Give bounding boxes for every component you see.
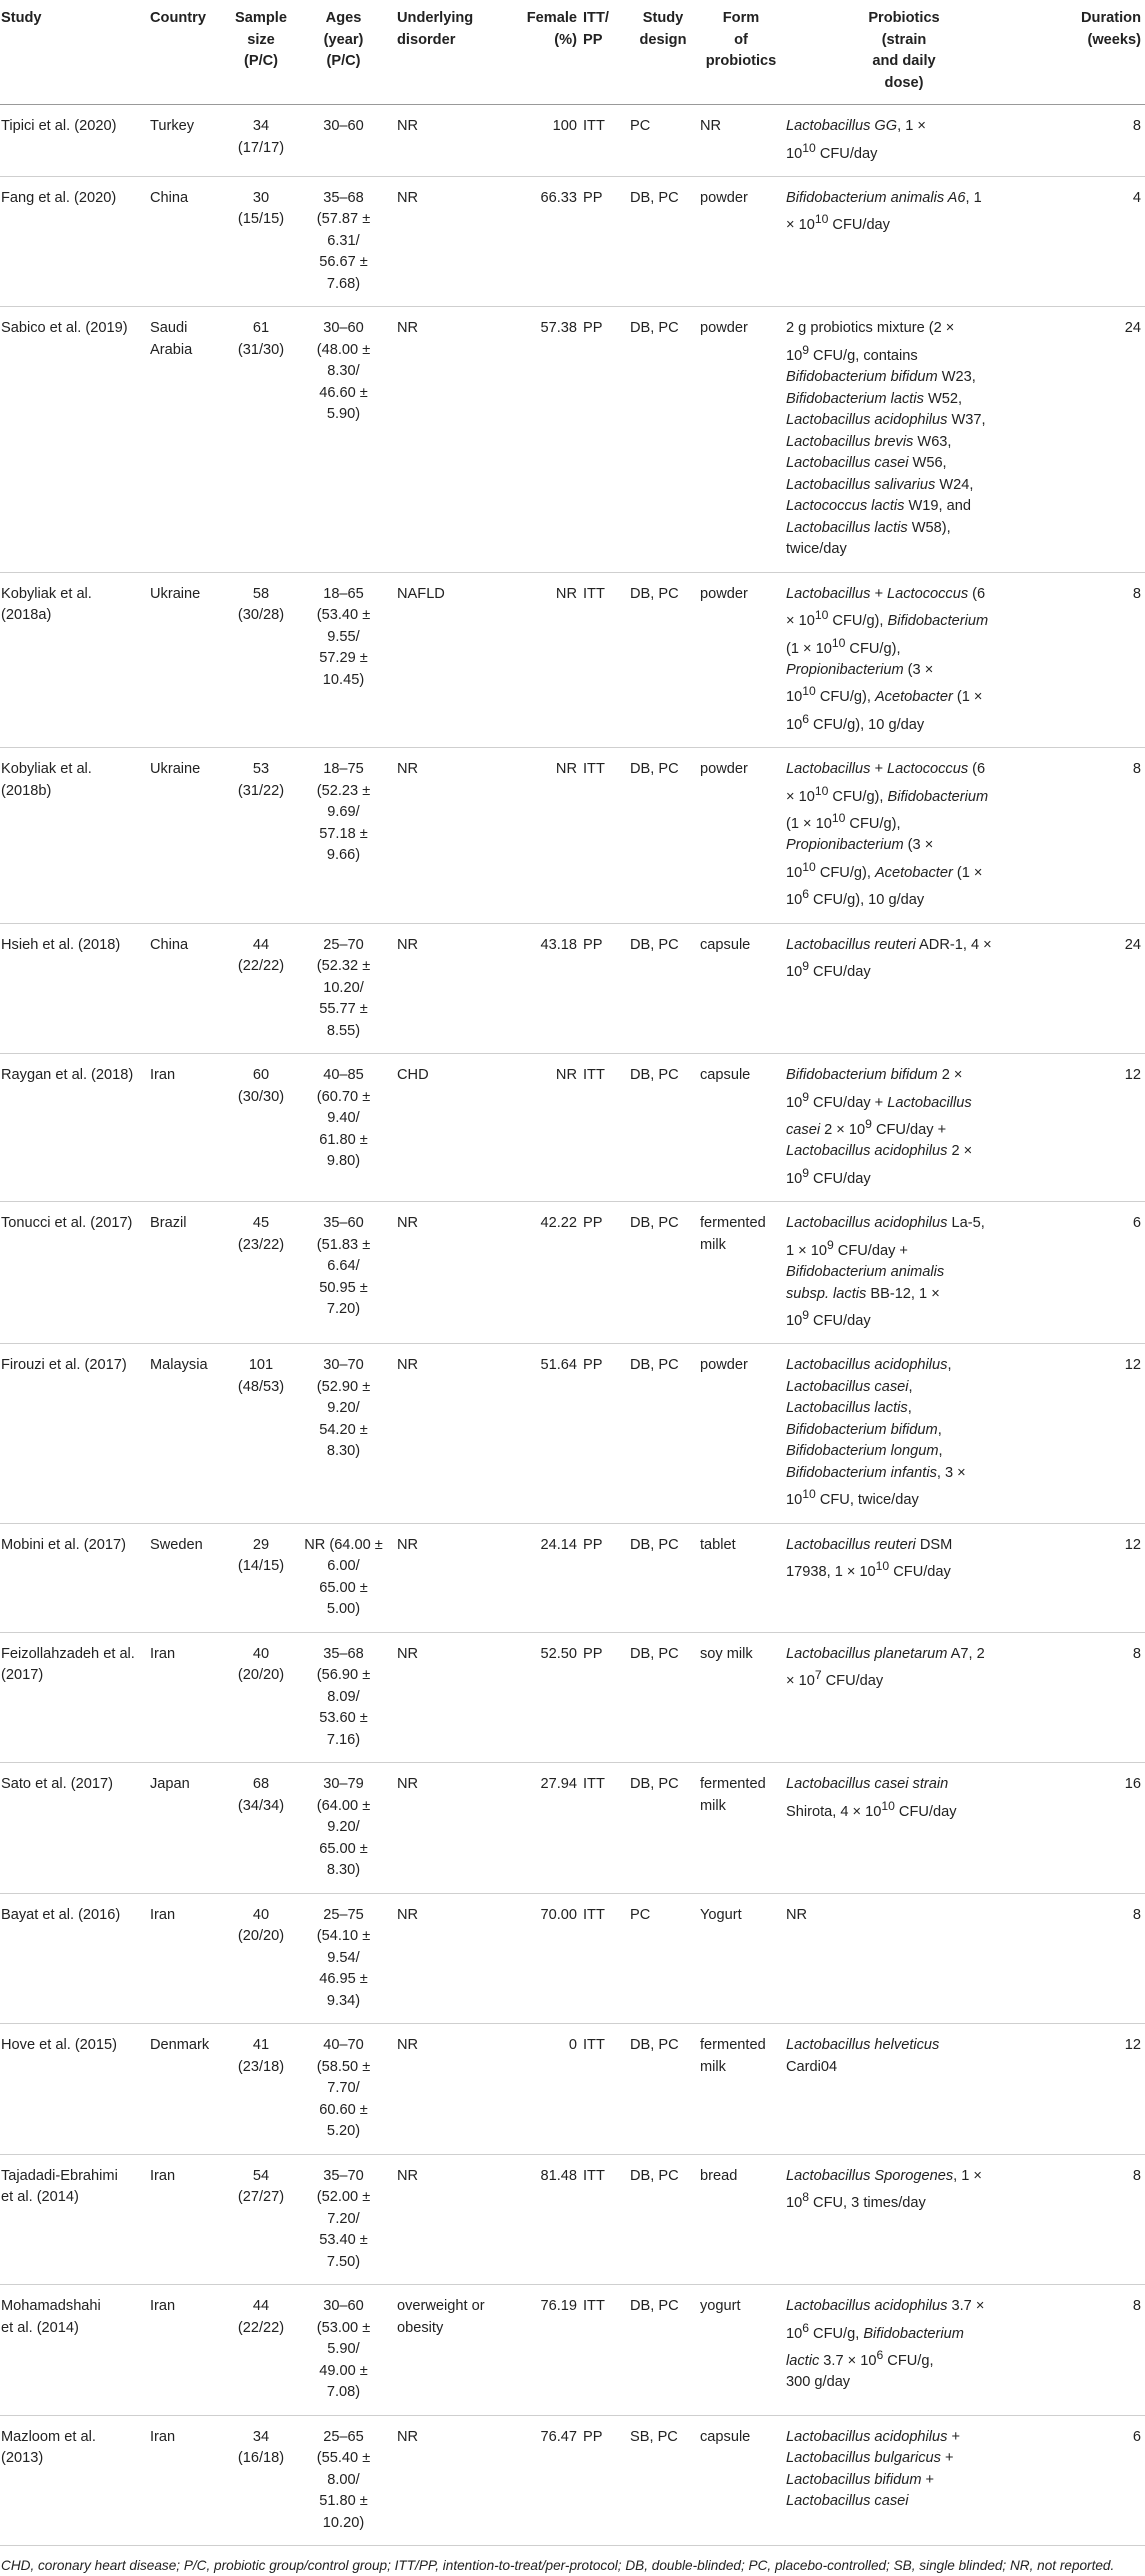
cell-study: Tajadadi-Ebrahimi et al. (2014) (0, 2154, 148, 2285)
cell-duration: 12 (1024, 1344, 1145, 1523)
cell-female: 27.94 (503, 1763, 581, 1894)
cell-study-design: DB, PC (628, 1344, 698, 1523)
cell-ages: 40–85 (60.70 ± 9.40/ 61.80 ± 9.80) (292, 1054, 395, 1202)
cell-study-design: PC (628, 1893, 698, 2024)
table-row (0, 1523, 1145, 1632)
header-probiotics: Probiotics (strain and daily dose) (784, 0, 1024, 105)
cell-sample-size: 41 (23/18) (230, 2024, 292, 2155)
table-row (0, 1763, 1145, 1894)
cell-ages: 18–75 (52.23 ± 9.69/ 57.18 ± 9.66) (292, 748, 395, 923)
cell-ages: NR (64.00 ± 6.00/ 65.00 ± 5.00) (292, 1523, 395, 1632)
cell-probiotics: Lactobacillus acidophilus La-5, $1 \times 10^9$ CFU/day + Bifidobacterium animalis subsp. lactis BB-12, 1 × $10^9$ CFU/day (784, 1202, 1024, 1344)
cell-ages: 40–70 (58.50 ± 7.70/ 60.60 ± 5.20) (292, 2024, 395, 2155)
cell-sample-size: 34 (17/17) (230, 105, 292, 177)
cell-duration: 8 (1024, 1632, 1145, 1763)
cell-female: 42.22 (503, 1202, 581, 1344)
cell-country: Turkey (148, 105, 230, 177)
cell-duration: 24 (1024, 307, 1145, 572)
cell-underlying-disorder: NR (395, 1763, 503, 1894)
cell-country: China (148, 923, 230, 1054)
cell-sample-size: 61 (31/30) (230, 307, 292, 572)
cell-sample-size: 40 (20/20) (230, 1632, 292, 1763)
cell-form: capsule (698, 2415, 784, 2546)
cell-form: fermented milk (698, 1202, 784, 1344)
table-footnote: CHD, coronary heart disease; P/C, probiotic group/control group; ITT/PP, intention-to-treat/per-protocol; DB, double-blinded; PC, placebo-controlled; SB, single blinded; NR, not reported. (1, 2558, 1115, 2574)
cell-study-design: DB, PC (628, 1523, 698, 1632)
cell-study: Raygan et al. (2018) (0, 1054, 148, 1202)
cell-country: Saudi Arabia (148, 307, 230, 572)
cell-itt-pp: ITT (581, 2285, 628, 2416)
cell-underlying-disorder: NR (395, 1523, 503, 1632)
cell-study-design: DB, PC (628, 1054, 698, 1202)
cell-study: Fang et al. (2020) (0, 176, 148, 307)
cell-study: Firouzi et al. (2017) (0, 1344, 148, 1523)
header-study: Study (0, 0, 148, 105)
header-row (0, 0, 1145, 105)
table-row (0, 2024, 1145, 2155)
header-itt-pp: ITT/ PP (581, 0, 628, 105)
table-row (0, 748, 1145, 923)
cell-country: Brazil (148, 1202, 230, 1344)
cell-ages: 30–60 (48.00 ± 8.30/ 46.60 ± 5.90) (292, 307, 395, 572)
cell-ages: 25–75 (54.10 ± 9.54/ 46.95 ± 9.34) (292, 1893, 395, 2024)
cell-sample-size: 44 (22/22) (230, 923, 292, 1054)
cell-form: Yogurt (698, 1893, 784, 2024)
cell-female: 52.50 (503, 1632, 581, 1763)
cell-study-design: DB, PC (628, 923, 698, 1054)
cell-form: powder (698, 1344, 784, 1523)
cell-female: NR (503, 572, 581, 747)
cell-form: tablet (698, 1523, 784, 1632)
cell-itt-pp: PP (581, 1344, 628, 1523)
cell-probiotics: Lactobacillus planetarum A7, 2 × $10^7$ CFU/day (784, 1632, 1024, 1763)
cell-study: Kobyliak et al. (2018b) (0, 748, 148, 923)
cell-ages: 30–60 (53.00 ± 5.90/ 49.00 ± 7.08) (292, 2285, 395, 2416)
cell-study-design: DB, PC (628, 176, 698, 307)
cell-duration: 8 (1024, 748, 1145, 923)
cell-probiotics: Lactobacillus acidophilus 3.7 × $10^6$ CFU/g, Bifidobacterium lactic $3.7 \times 10^6$ CFU/g, 300 g/day (784, 2285, 1024, 2416)
cell-ages: 35–60 (51.83 ± 6.64/ 50.95 ± 7.20) (292, 1202, 395, 1344)
cell-underlying-disorder: NR (395, 2415, 503, 2546)
cell-study-design: DB, PC (628, 1632, 698, 1763)
cell-underlying-disorder: NR (395, 176, 503, 307)
cell-itt-pp: PP (581, 1523, 628, 1632)
cell-sample-size: 68 (34/34) (230, 1763, 292, 1894)
cell-itt-pp: ITT (581, 572, 628, 747)
cell-country: Denmark (148, 2024, 230, 2155)
cell-ages: 35–68 (56.90 ± 8.09/ 53.60 ± 7.16) (292, 1632, 395, 1763)
cell-probiotics: Lactobacillus GG, 1 × $10^{10}$ CFU/day (784, 105, 1024, 177)
cell-form: yogurt (698, 2285, 784, 2416)
table-row (0, 923, 1145, 1054)
cell-ages: 30–70 (52.90 ± 9.20/ 54.20 ± 8.30) (292, 1344, 395, 1523)
table-row (0, 1054, 1145, 1202)
cell-study: Tonucci et al. (2017) (0, 1202, 148, 1344)
cell-female: 81.48 (503, 2154, 581, 2285)
table-row (0, 2285, 1145, 2416)
cell-probiotics: Lactobacillus + Lactococcus (6 × $10^{10}$ CFU/g), Bifidobacterium ($1 \times 10^{10}$ CFU/g), Propionibacterium (3 × $10^{10}$ CFU/g), Acetobacter (1 × $10^6$ CFU/g), 10 g/day (784, 572, 1024, 747)
cell-study: Hove et al. (2015) (0, 2024, 148, 2155)
cell-itt-pp: PP (581, 1202, 628, 1344)
cell-female: NR (503, 1054, 581, 1202)
cell-study: Feizollahzadeh et al. (2017) (0, 1632, 148, 1763)
cell-itt-pp: ITT (581, 1054, 628, 1202)
cell-probiotics: Lactobacillus helveticus Cardi04 (784, 2024, 1024, 2155)
cell-female: 66.33 (503, 176, 581, 307)
cell-probiotics: NR (784, 1893, 1024, 2024)
cell-itt-pp: PP (581, 2415, 628, 2546)
cell-underlying-disorder: NR (395, 1893, 503, 2024)
cell-study-design: DB, PC (628, 748, 698, 923)
cell-study-design: DB, PC (628, 2024, 698, 2155)
cell-country: Ukraine (148, 748, 230, 923)
cell-study: Tipici et al. (2020) (0, 105, 148, 177)
cell-country: Iran (148, 1893, 230, 2024)
cell-country: Ukraine (148, 572, 230, 747)
cell-duration: 12 (1024, 2024, 1145, 2155)
cell-duration: 8 (1024, 105, 1145, 177)
table-row (0, 1344, 1145, 1523)
cell-duration: 8 (1024, 572, 1145, 747)
cell-itt-pp: PP (581, 923, 628, 1054)
cell-female: 43.18 (503, 923, 581, 1054)
cell-study: Bayat et al. (2016) (0, 1893, 148, 2024)
header-sample-size: Sample size (P/C) (230, 0, 292, 105)
cell-study-design: DB, PC (628, 1763, 698, 1894)
cell-duration: 6 (1024, 2415, 1145, 2546)
cell-female: 0 (503, 2024, 581, 2155)
cell-duration: 6 (1024, 1202, 1145, 1344)
cell-underlying-disorder: NR (395, 307, 503, 572)
cell-female: 70.00 (503, 1893, 581, 2024)
cell-study-design: PC (628, 105, 698, 177)
cell-itt-pp: ITT (581, 1893, 628, 2024)
cell-country: Iran (148, 2415, 230, 2546)
cell-form: powder (698, 307, 784, 572)
table-row (0, 1893, 1145, 2024)
cell-country: Iran (148, 2154, 230, 2285)
cell-ages: 35–70 (52.00 ± 7.20/ 53.40 ± 7.50) (292, 2154, 395, 2285)
header-form: Form of probiotics (698, 0, 784, 105)
cell-ages: 30–60 (292, 105, 395, 177)
cell-probiotics: Bifidobacterium bifidum 2 × $10^9$ CFU/day + Lactobacillus casei $2 \times 10^9$ CFU/day + Lactobacillus acidophilus 2 × $10^9$ CFU/day (784, 1054, 1024, 1202)
cell-underlying-disorder: CHD (395, 1054, 503, 1202)
cell-underlying-disorder: NAFLD (395, 572, 503, 747)
table-row (0, 2154, 1145, 2285)
cell-underlying-disorder: NR (395, 1344, 503, 1523)
cell-study-design: DB, PC (628, 307, 698, 572)
cell-sample-size: 101 (48/53) (230, 1344, 292, 1523)
cell-ages: 30–79 (64.00 ± 9.20/ 65.00 ± 8.30) (292, 1763, 395, 1894)
cell-probiotics: Lactobacillus reuteri ADR-1, 4 × $10^9$ CFU/day (784, 923, 1024, 1054)
cell-study: Mazloom et al. (2013) (0, 2415, 148, 2546)
cell-probiotics: Lactobacillus Sporogenes, 1 × $10^8$ CFU, 3 times/day (784, 2154, 1024, 2285)
cell-underlying-disorder: NR (395, 2154, 503, 2285)
cell-probiotics: Lactobacillus acidophilus, Lactobacillus casei, Lactobacillus lactis, Bifidobacterium bifidum, Bifidobacterium longum, Bifidobacterium infantis, 3 × $10^{10}$ CFU, twice/day (784, 1344, 1024, 1523)
cell-duration: 8 (1024, 2285, 1145, 2416)
cell-underlying-disorder: NR (395, 923, 503, 1054)
cell-sample-size: 58 (30/28) (230, 572, 292, 747)
cell-itt-pp: ITT (581, 2024, 628, 2155)
cell-country: Iran (148, 1632, 230, 1763)
cell-underlying-disorder: overweight or obesity (395, 2285, 503, 2416)
header-underlying-disorder: Underlying disorder (395, 0, 503, 105)
cell-probiotics: Lactobacillus casei strain Shirota, $4 \times 10^{10}$ CFU/day (784, 1763, 1024, 1894)
cell-country: Iran (148, 2285, 230, 2416)
cell-ages: 35–68 (57.87 ± 6.31/ 56.67 ± 7.68) (292, 176, 395, 307)
table-row (0, 176, 1145, 307)
cell-sample-size: 53 (31/22) (230, 748, 292, 923)
header-duration: Duration (weeks) (1024, 0, 1145, 105)
cell-form: powder (698, 748, 784, 923)
cell-ages: 25–65 (55.40 ± 8.00/ 51.80 ± 10.20) (292, 2415, 395, 2546)
cell-country: Iran (148, 1054, 230, 1202)
cell-study-design: DB, PC (628, 1202, 698, 1344)
cell-sample-size: 29 (14/15) (230, 1523, 292, 1632)
cell-duration: 16 (1024, 1763, 1145, 1894)
cell-probiotics: Lactobacillus acidophilus + Lactobacillus bulgaricus + Lactobacillus bifidum + Lactobacillus casei (784, 2415, 1024, 2546)
cell-ages: 18–65 (53.40 ± 9.55/ 57.29 ± 10.45) (292, 572, 395, 747)
table-row (0, 307, 1145, 572)
cell-underlying-disorder: NR (395, 748, 503, 923)
table-row (0, 1202, 1145, 1344)
cell-study: Hsieh et al. (2018) (0, 923, 148, 1054)
cell-duration: 12 (1024, 1523, 1145, 1632)
cell-study: Kobyliak et al. (2018a) (0, 572, 148, 747)
cell-form: powder (698, 176, 784, 307)
cell-ages: 25–70 (52.32 ± 10.20/ 55.77 ± 8.55) (292, 923, 395, 1054)
cell-study: Mohamadshahi et al. (2014) (0, 2285, 148, 2416)
cell-form: NR (698, 105, 784, 177)
cell-country: Sweden (148, 1523, 230, 1632)
table-row (0, 105, 1145, 177)
cell-sample-size: 60 (30/30) (230, 1054, 292, 1202)
cell-female: 76.47 (503, 2415, 581, 2546)
cell-duration: 24 (1024, 923, 1145, 1054)
cell-country: China (148, 176, 230, 307)
cell-study-design: DB, PC (628, 2154, 698, 2285)
header-ages: Ages (year) (P/C) (292, 0, 395, 105)
cell-probiotics: Lactobacillus reuteri DSM 17938, $1 \times 10^{10}$ CFU/day (784, 1523, 1024, 1632)
cell-study: Sato et al. (2017) (0, 1763, 148, 1894)
cell-study-design: DB, PC (628, 2285, 698, 2416)
cell-underlying-disorder: NR (395, 105, 503, 177)
cell-country: Japan (148, 1763, 230, 1894)
cell-underlying-disorder: NR (395, 2024, 503, 2155)
cell-sample-size: 54 (27/27) (230, 2154, 292, 2285)
cell-sample-size: 40 (20/20) (230, 1893, 292, 2024)
cell-underlying-disorder: NR (395, 1632, 503, 1763)
cell-female: 57.38 (503, 307, 581, 572)
cell-sample-size: 44 (22/22) (230, 2285, 292, 2416)
cell-study-design: SB, PC (628, 2415, 698, 2546)
cell-duration: 12 (1024, 1054, 1145, 1202)
cell-duration: 8 (1024, 2154, 1145, 2285)
header-country: Country (148, 0, 230, 105)
cell-female: 51.64 (503, 1344, 581, 1523)
cell-form: capsule (698, 1054, 784, 1202)
cell-duration: 4 (1024, 176, 1145, 307)
cell-country: Malaysia (148, 1344, 230, 1523)
cell-female: 100 (503, 105, 581, 177)
header-study-design: Study design (628, 0, 698, 105)
cell-form: fermented milk (698, 1763, 784, 1894)
cell-form: bread (698, 2154, 784, 2285)
cell-itt-pp: ITT (581, 1763, 628, 1894)
cell-itt-pp: ITT (581, 2154, 628, 2285)
cell-female: 24.14 (503, 1523, 581, 1632)
cell-female: 76.19 (503, 2285, 581, 2416)
cell-female: NR (503, 748, 581, 923)
cell-probiotics: 2 g probiotics mixture (2 × $10^9$ CFU/g, contains Bifidobacterium bifidum W23, Bifidobacterium lactis W52, Lactobacillus acidophilus W37, Lactobacillus brevis W63, Lactobacillus casei W56, Lactobacillus salivarius W24, Lactococcus lactis W19, and Lactobacillus lactis W58), twice/day (784, 307, 1024, 572)
cell-itt-pp: PP (581, 1632, 628, 1763)
cell-itt-pp: ITT (581, 748, 628, 923)
cell-study-design: DB, PC (628, 572, 698, 747)
cell-itt-pp: ITT (581, 105, 628, 177)
cell-itt-pp: PP (581, 307, 628, 572)
cell-probiotics: Bifidobacterium animalis A6, 1 × $10^{10}$ CFU/day (784, 176, 1024, 307)
cell-sample-size: 45 (23/22) (230, 1202, 292, 1344)
cell-form: capsule (698, 923, 784, 1054)
table-body (0, 105, 1145, 2546)
cell-form: powder (698, 572, 784, 747)
cell-form: soy milk (698, 1632, 784, 1763)
cell-sample-size: 34 (16/18) (230, 2415, 292, 2546)
cell-duration: 8 (1024, 1893, 1145, 2024)
cell-underlying-disorder: NR (395, 1202, 503, 1344)
cell-study: Mobini et al. (2017) (0, 1523, 148, 1632)
table-header (0, 0, 1145, 105)
cell-form: fermented milk (698, 2024, 784, 2155)
table-row (0, 572, 1145, 747)
cell-sample-size: 30 (15/15) (230, 176, 292, 307)
header-female: Female (%) (503, 0, 581, 105)
cell-probiotics: Lactobacillus + Lactococcus (6 × $10^{10}$ CFU/g), Bifidobacterium ($1 \times 10^{10}$ CFU/g), Propionibacterium (3 × $10^{10}$ CFU/g), Acetobacter (1 × $10^6$ CFU/g), 10 g/day (784, 748, 1024, 923)
cell-itt-pp: PP (581, 176, 628, 307)
cell-study: Sabico et al. (2019) (0, 307, 148, 572)
table-row (0, 1632, 1145, 1763)
table-row (0, 2415, 1145, 2546)
